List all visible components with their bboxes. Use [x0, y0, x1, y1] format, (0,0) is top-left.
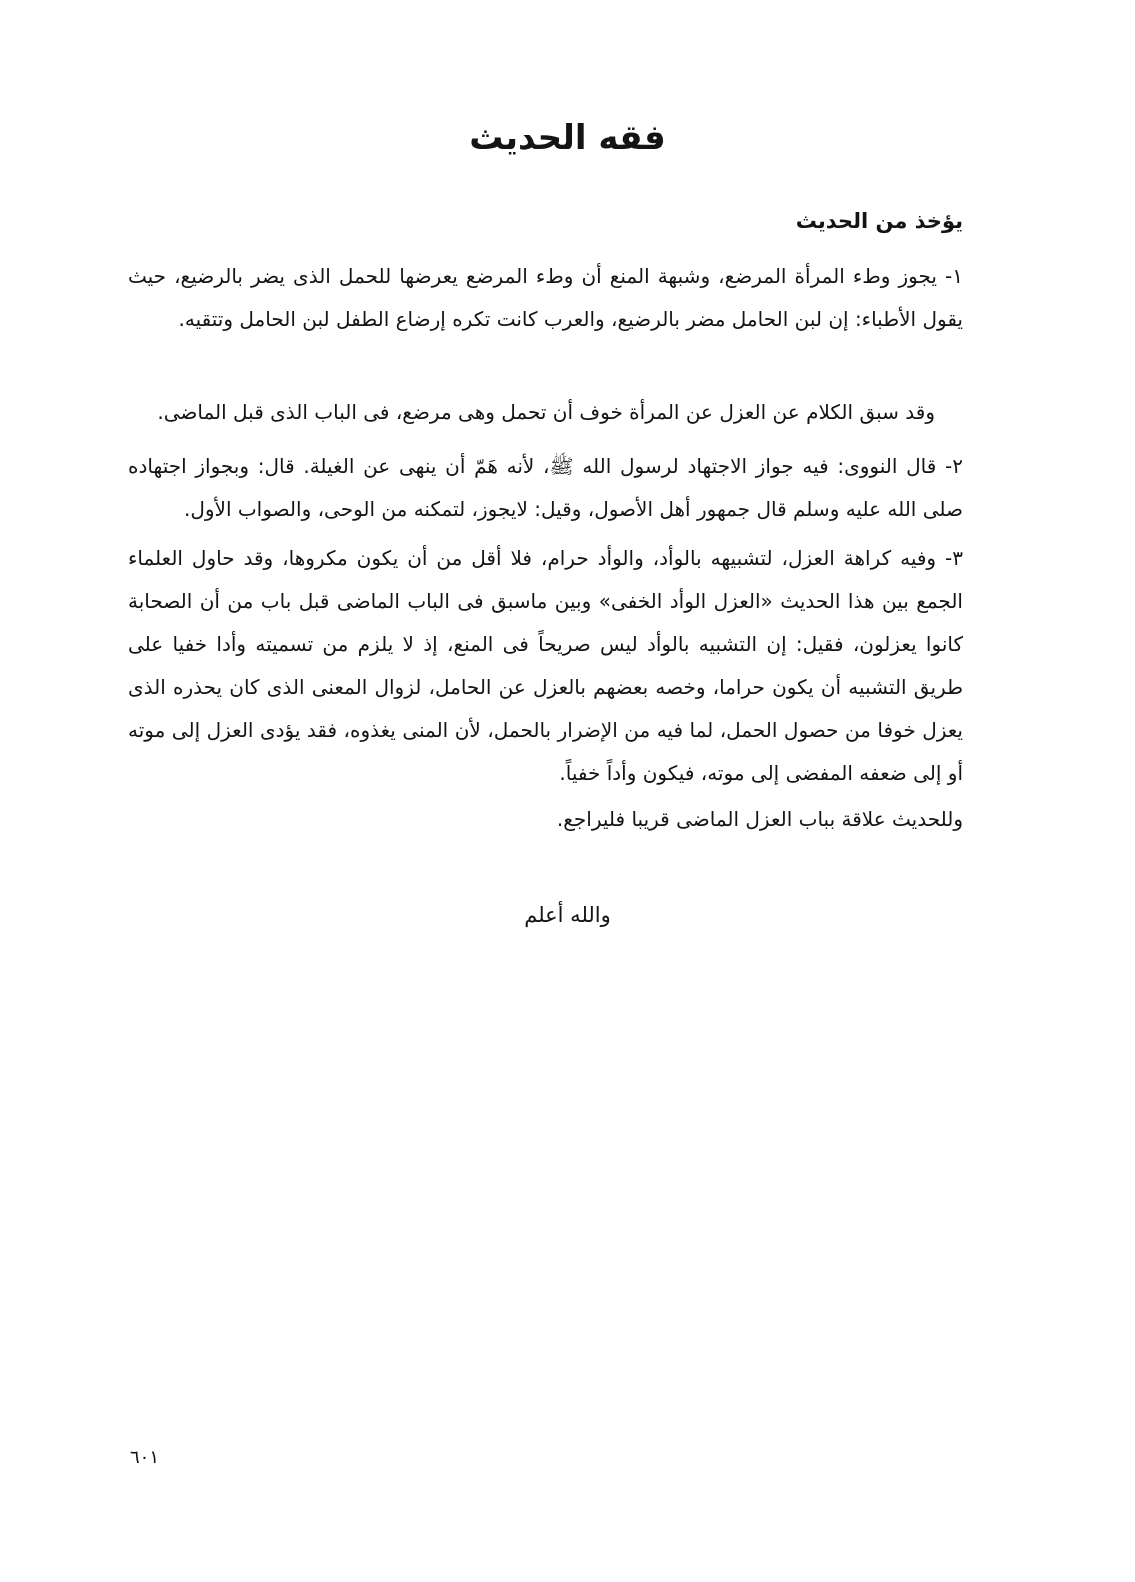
item-2 [128, 445, 963, 531]
page-title: فقه الحديث [469, 118, 666, 158]
item-1-paragraph [128, 255, 963, 341]
closing-phrase: والله أعلم [524, 903, 611, 927]
item-1-text: يجوز وطء المرأة المرضع، وشبهة المنع أن وطء المرضع يعرضها للحمل الذى يضر بالرضيع، حيث يقول الأطباء: إن لبن الحامل مضر بالرضيع، والعرب كانت تكره إرضاع الطفل لبن الحامل وتتقيه. [128, 264, 963, 331]
item-2-number: ٢- [945, 454, 963, 478]
item-1-note: وقد سبق الكلام عن العزل عن المرأة خوف أن تحمل وهى مرضع، فى الباب الذى قبل الماضى. [157, 400, 935, 424]
item-1-number: ١- [945, 264, 963, 288]
item-1 [128, 255, 963, 341]
section-subheading: يؤخذ من الحديث [795, 209, 963, 233]
item-2-text: قال النووى: فيه جواز الاجتهاد لرسول الله ﷺ، لأنه هَمّ أن ينهى عن الغيلة. قال: وبجواز اجتهاده صلى الله عليه وسلم قال جمهور أهل الأصول، وقيل: لايجوز، لتمكنه من الوحى، والصواب الأول. [128, 454, 963, 521]
item-3 [128, 537, 963, 795]
page-number: ٦٠١ [130, 1447, 160, 1468]
item-3-text: وفيه كراهة العزل، لتشبيهه بالوأد، والوأد حرام، فلا أقل من أن يكون مكروها، وقد حاول العلماء الجمع بين هذا الحديث «العزل الوأد الخفى» وبين ماسبق فى الباب الماضى قبل باب من أن الصحابة كانوا يعزلون، فقيل: إن التشبيه بالوأد ليس صريحاً فى المنع، إذ لا يلزم من تسميته وأدا خفيا على طريق التشبيه أن يكون حراما، وخصه بعضهم بالعزل عن الحامل، لزوال المعنى الذى كان يحذره الذى يعزل خوفا من حصول الحمل، لما فيه من الإضرار بالحمل، لأن المنى يغذوه، فقد يؤدى العزل إلى موته أو إلى ضعفه المفضى إلى موته، فيكون وأداً خفياً. [128, 546, 963, 785]
item-2-paragraph [128, 445, 963, 531]
item-3-number: ٣- [945, 546, 963, 570]
closing-note: وللحديث علاقة بباب العزل الماضى قريبا فليراجع. [556, 807, 963, 831]
item-3-paragraph [128, 537, 963, 795]
